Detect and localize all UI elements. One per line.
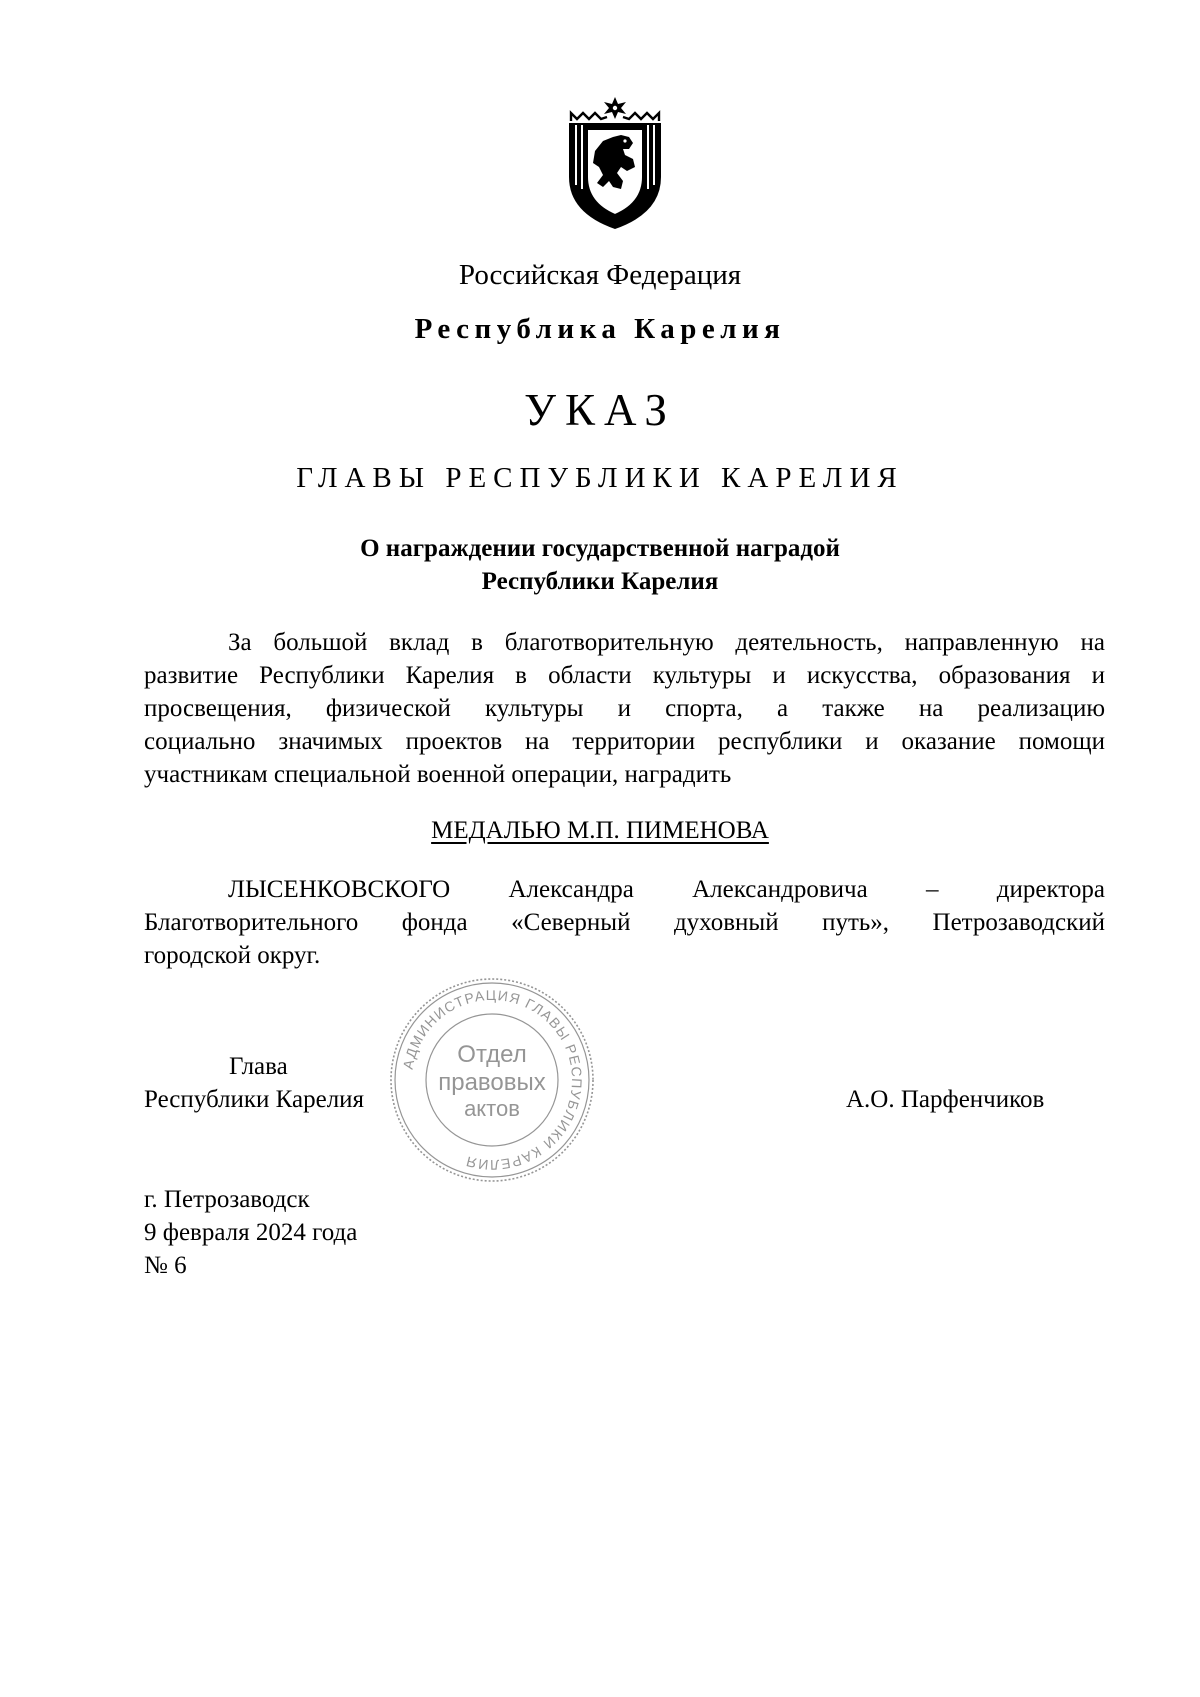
stamp-ring-text: АДМИНИСТРАЦИЯ ГЛАВЫ РЕСПУБЛИКИ КАРЕЛИЯ [399, 986, 586, 1174]
award-name-text: МЕДАЛЬЮ М.П. ПИМЕНОВА [431, 817, 769, 844]
preamble-paragraph [144, 626, 1105, 791]
document-type: УКАЗ [524, 385, 676, 435]
recipient-line: ЛЫСЕНКОВСКОГО Александра Александровича – директора [228, 876, 1105, 903]
recipient-paragraph [144, 873, 1105, 972]
issue-city: г. Петрозаводск [144, 1186, 310, 1213]
preamble-line: участникам специальной военной операции, наградить [144, 761, 732, 788]
award-name [0, 814, 1200, 847]
subject-line-2: Республики Карелия [481, 568, 719, 595]
preamble-line: За большой вклад в благотворительную деятельность, направленную на [228, 629, 1105, 656]
issuer-title: ГЛАВЫ РЕСПУБЛИКИ КАРЕЛИЯ [296, 462, 904, 494]
stamp-line-2: правовых [438, 1069, 546, 1096]
subject-line-1: О награждении государственной наградой [360, 535, 840, 562]
document-subject [0, 532, 1200, 598]
official-stamp [388, 976, 596, 1184]
karelia-coat-of-arms-icon [563, 95, 667, 231]
stamp-line-3: актов [464, 1096, 520, 1121]
signatory-title-line-1: Глава [229, 1053, 288, 1080]
country-name: Российская Федерация [458, 259, 742, 291]
issue-date: 9 февраля 2024 года [144, 1219, 358, 1246]
republic-name: Республика Карелия [414, 313, 786, 345]
recipient-line: Благотворительного фонда «Северный духовный путь», Петрозаводский [144, 909, 1105, 936]
signatory-name: А.О. Парфенчиков [846, 1086, 1045, 1113]
document-number: № 6 [144, 1252, 187, 1279]
preamble-line: развитие Республики Карелия в области культуры и искусства, образования и [144, 662, 1105, 689]
preamble-line: просвещения, физической культуры и спорта, а также на реализацию [144, 695, 1105, 722]
signatory-title-line-2: Республики Карелия [144, 1086, 365, 1113]
preamble-line: социально значимых проектов на территории республики и оказание помощи [144, 728, 1105, 755]
document-footer [144, 1183, 357, 1282]
recipient-line: городской округ. [144, 942, 321, 969]
stamp-line-1: Отдел [457, 1041, 527, 1068]
